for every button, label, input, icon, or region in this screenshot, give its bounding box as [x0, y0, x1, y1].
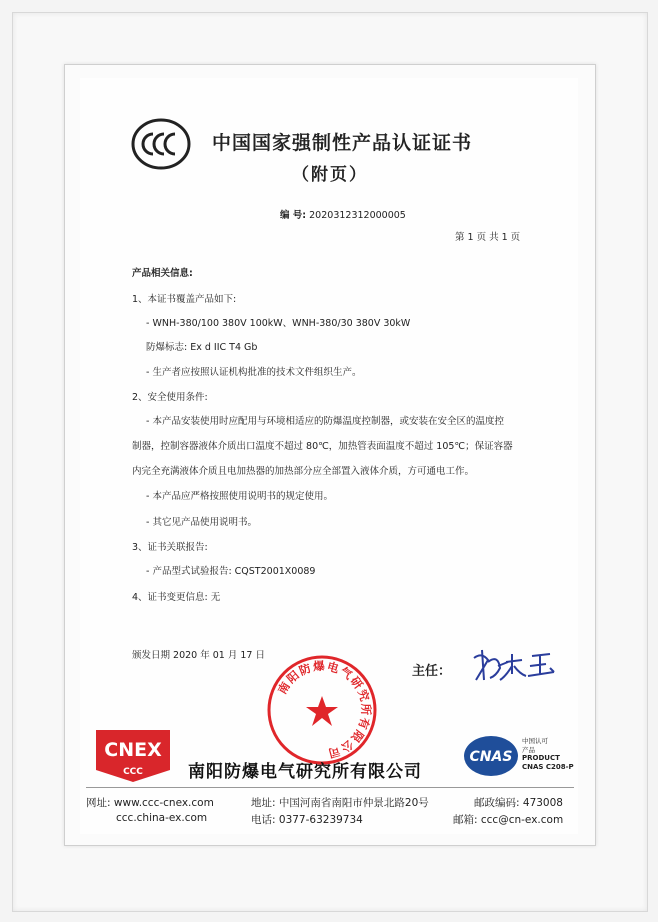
cnas-label2: 产品: [522, 746, 535, 754]
section-heading: 产品相关信息:: [132, 268, 193, 279]
item4-title: 4、证书变更信息: 无: [132, 592, 221, 603]
svg-text:CCC: CCC: [123, 767, 143, 777]
red-seal-stamp: [266, 654, 378, 766]
item1-title: 1、本证书覆盖产品如下:: [132, 294, 237, 305]
page-indicator: 第 1 页 共 1 页: [455, 232, 521, 243]
certificate-title: 中国国家强制性产品认证证书: [212, 132, 473, 154]
website-label: 网址:: [86, 797, 111, 809]
phone-value: 0377-63239734: [278, 814, 363, 826]
phone-row: [251, 812, 363, 827]
email-label: 邮箱:: [453, 814, 478, 826]
cnas-code: CNAS C208-P: [522, 763, 574, 771]
item2-line3: 内完全充满液体介质且电加热器的加热部分应全部置入液体介质，方可通电工作。: [132, 466, 475, 477]
cnex-logo-icon: [90, 722, 176, 784]
website2: ccc.china-ex.com: [116, 812, 208, 824]
item3-line1: - 产品型式试验报告: CQST2001X0089: [146, 566, 316, 577]
number-label: 编 号:: [280, 210, 307, 221]
svg-text:南阳防爆电气研究所有限公司: 南阳防爆电气研究所有限公司: [274, 658, 374, 761]
postcode-value: 473008: [522, 797, 563, 809]
phone-label: 电话:: [251, 814, 276, 826]
item2-line4: - 本产品应严格按照使用说明书的规定使用。: [146, 491, 333, 502]
svg-text:CNEX: CNEX: [104, 739, 162, 761]
certificate-subtitle: （附页）: [292, 165, 368, 185]
item2-line2: 制器，控制容器液体介质出口温度不超过 80℃，加热管表面温度不超过 105℃；保证容器: [132, 441, 513, 452]
cnas-mark-icon: [462, 734, 520, 778]
item2-line1: - 本产品安装使用时应配用与环境相适应的防爆温度控制器，或安装在安全区的温度控: [146, 416, 504, 427]
postcode-label: 邮政编码:: [474, 797, 520, 809]
item1-line1: - WNH-380/100 380V 100kW、WNH-380/30 380V 30kW: [146, 318, 411, 329]
item2-title: 2、安全使用条件:: [132, 392, 208, 403]
email-row: [453, 812, 563, 827]
website-row: [86, 795, 214, 810]
website1: www.ccc-cnex.com: [113, 797, 214, 809]
issue-date: 颁发日期 2020 年 01 月 17 日: [132, 650, 265, 661]
svg-text:CNAS: CNAS: [469, 749, 513, 765]
cnas-logo: [462, 730, 572, 782]
item1-line3: - 生产者应按照认证机构批准的技术文件组织生产。: [146, 367, 362, 378]
cnas-label3: PRODUCT: [522, 754, 560, 762]
cnas-label1: 中国认可: [522, 737, 548, 745]
ccc-logo-icon: [131, 118, 191, 170]
number-value: 2020312312000005: [309, 210, 406, 221]
item3-title: 3、证书关联报告:: [132, 542, 208, 553]
postcode-row: [474, 795, 563, 810]
address-value: 中国河南省南阳市仲景北路20号: [278, 797, 429, 809]
certificate-number: [280, 207, 406, 221]
footer-divider: [86, 787, 574, 788]
address-row: [251, 795, 429, 810]
item1-line2: 防爆标志: Ex d IIC T4 Gb: [146, 342, 258, 353]
signature-image: [468, 644, 564, 686]
company-name: 南阳防爆电气研究所有限公司: [188, 762, 422, 782]
director-label: 主任：: [412, 664, 452, 679]
address-label: 地址:: [251, 797, 276, 809]
email-value: ccc@cn-ex.com: [480, 814, 564, 826]
item2-line5: - 其它见产品使用说明书。: [146, 517, 257, 528]
